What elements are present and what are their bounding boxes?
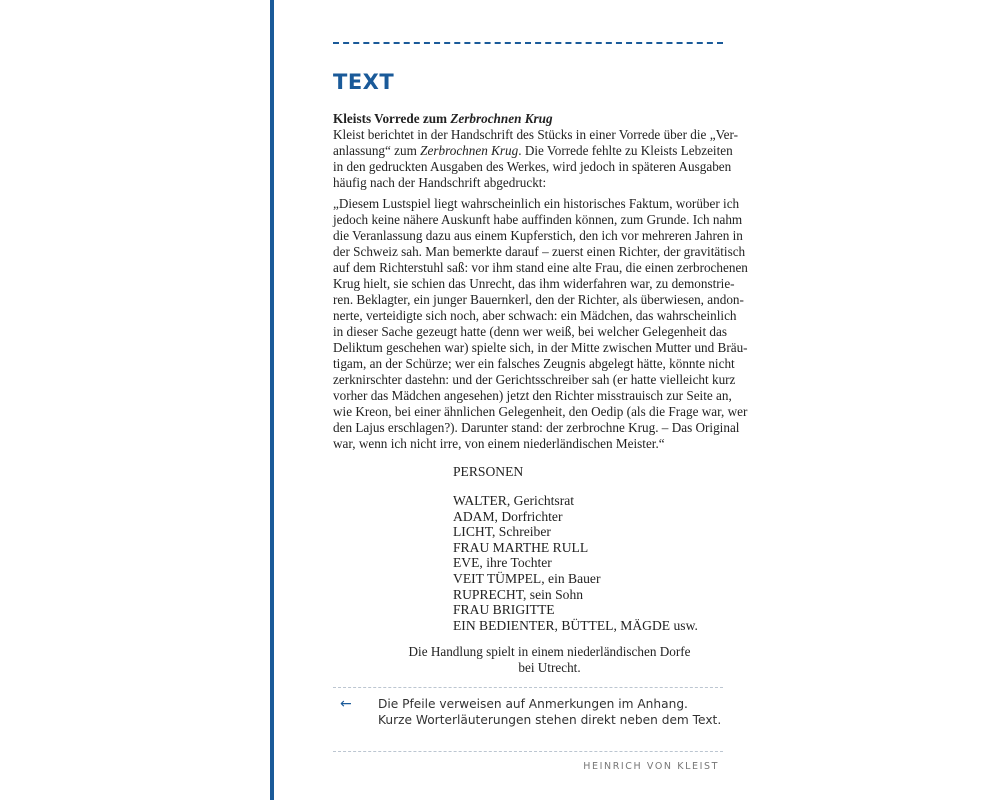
quote-line: auf dem Richterstuhl saß: vor ihm stand eine alte Frau, die einen zerbrochenen [333, 260, 748, 275]
intro-line2-pre: anlassung“ zum [333, 143, 421, 158]
setting-note [333, 644, 766, 676]
running-footer-author: HEINRICH VON KLEIST [583, 761, 719, 772]
cast-member: FRAU MARTHE RULL [453, 539, 589, 555]
cast-member: VEIT TÜMPEL, ein Bauer [453, 570, 601, 586]
note-line: Kurze Worterläuterungen stehen direkt neben dem Text. [378, 712, 722, 727]
heading-dashed-rule [333, 42, 723, 44]
cast-list [453, 493, 698, 633]
cast-member: FRAU BRIGITTE [453, 602, 555, 618]
quote-line: tigam, an der Schürze; wer ein falsches Zeugnis abgelegt hätte, könnte nicht [333, 356, 735, 371]
cast-heading: PERSONEN [453, 464, 524, 479]
note-top-rule [333, 687, 723, 688]
setting-line: bei Utrecht. [518, 660, 581, 675]
quote-line: „Diesem Lustspiel liegt wahrscheinlich ein historisches Faktum, worüber ich [333, 196, 740, 211]
intro-title-work: Zerbrochnen Krug [450, 111, 553, 126]
quote-line: Deliktum geschehen war) spielte sich, in der Mitte zwischen Mutter und Bräu- [333, 340, 748, 355]
intro-title-prefix: Kleists Vorrede zum [333, 111, 451, 126]
cast-member: RUPRECHT, sein Sohn [453, 586, 584, 602]
section-heading: TEXT [333, 70, 395, 94]
quote-line: in dieser Sache gezeugt hatte (denn wer weiß, bei welcher Gelegenheit das [333, 324, 727, 339]
quote-line: die Veranlassung dazu aus einem Kupferstich, den ich vor mehreren Jahren in [333, 228, 743, 243]
quote-line: Krug hielt, sie schien das Unrecht, das ihm widerfahren war, zu demonstrie- [333, 276, 735, 291]
quote-line: ren. Beklagter, ein junger Bauernkerl, den der Richter, als überwiesen, andon- [333, 292, 744, 307]
intro-line: häufig nach der Handschrift abgedruckt: [333, 175, 547, 190]
intro-line: Kleist berichtet in der Handschrift des Stücks in einer Vorrede über die „Ver- [333, 127, 738, 142]
intro-line2-work: Zerbrochnen Krug [420, 143, 519, 158]
intro-line [333, 143, 733, 159]
quote-line: den Lajus erschlagen?). Darunter stand: der zerbrochne Krug. – Das Original [333, 420, 740, 435]
cast-member: LICHT, Schreiber [453, 524, 551, 540]
page-spine-rule [270, 0, 274, 800]
annotation-note [378, 697, 721, 728]
intro-paragraph [333, 111, 738, 191]
quote-line: war, wenn ich nicht irre, von einem niederländischen Meister.“ [333, 436, 665, 451]
cast-member: EVE, ihre Tochter [453, 555, 552, 571]
arrow-left-icon: ← [340, 696, 352, 712]
quote-line: nerte, verteidigte sich noch, aber schwach: ein Mädchen, das wahrscheinlich [333, 308, 737, 323]
note-line: Die Pfeile verweisen auf Anmerkungen im Anhang. [378, 697, 688, 711]
cast-member: ADAM, Dorfrichter [453, 508, 563, 524]
quote-line: vorher das Mädchen angesehen) jetzt den Richter misstrauisch zur Seite an, [333, 388, 732, 403]
cast-member: EIN BEDIENTER, BÜTTEL, MÄGDE usw. [453, 617, 698, 633]
intro-line: in den gedruckten Ausgaben des Werkes, wird jedoch in späteren Ausgaben [333, 159, 732, 174]
note-bottom-rule [333, 751, 723, 752]
setting-line: Die Handlung spielt in einem niederländischen Dorfe [408, 644, 691, 659]
intro-line2-post: . Die Vorrede fehlte zu Kleists Lebzeiten [518, 143, 733, 158]
intro-title [333, 111, 723, 127]
quote-line: zerknirschter dastehn: und der Gerichtsschreiber sah (er hatte vielleicht kurz [333, 372, 736, 387]
cast-list-block [453, 464, 698, 633]
quote-line: wie Kreon, bei einer ähnlichen Gelegenheit, den Oedip (als die Frage war, wer [333, 404, 748, 419]
cast-member: WALTER, Gerichtsrat [453, 493, 575, 508]
quote-line: der Schweiz sah. Man bemerkte darauf – zuerst einen Richter, der gravitätisch [333, 244, 746, 259]
quote-line: jedoch keine nähere Auskunft habe auffinden können, zum Grunde. Ich nahm [333, 212, 743, 227]
kleist-quote [333, 196, 748, 452]
